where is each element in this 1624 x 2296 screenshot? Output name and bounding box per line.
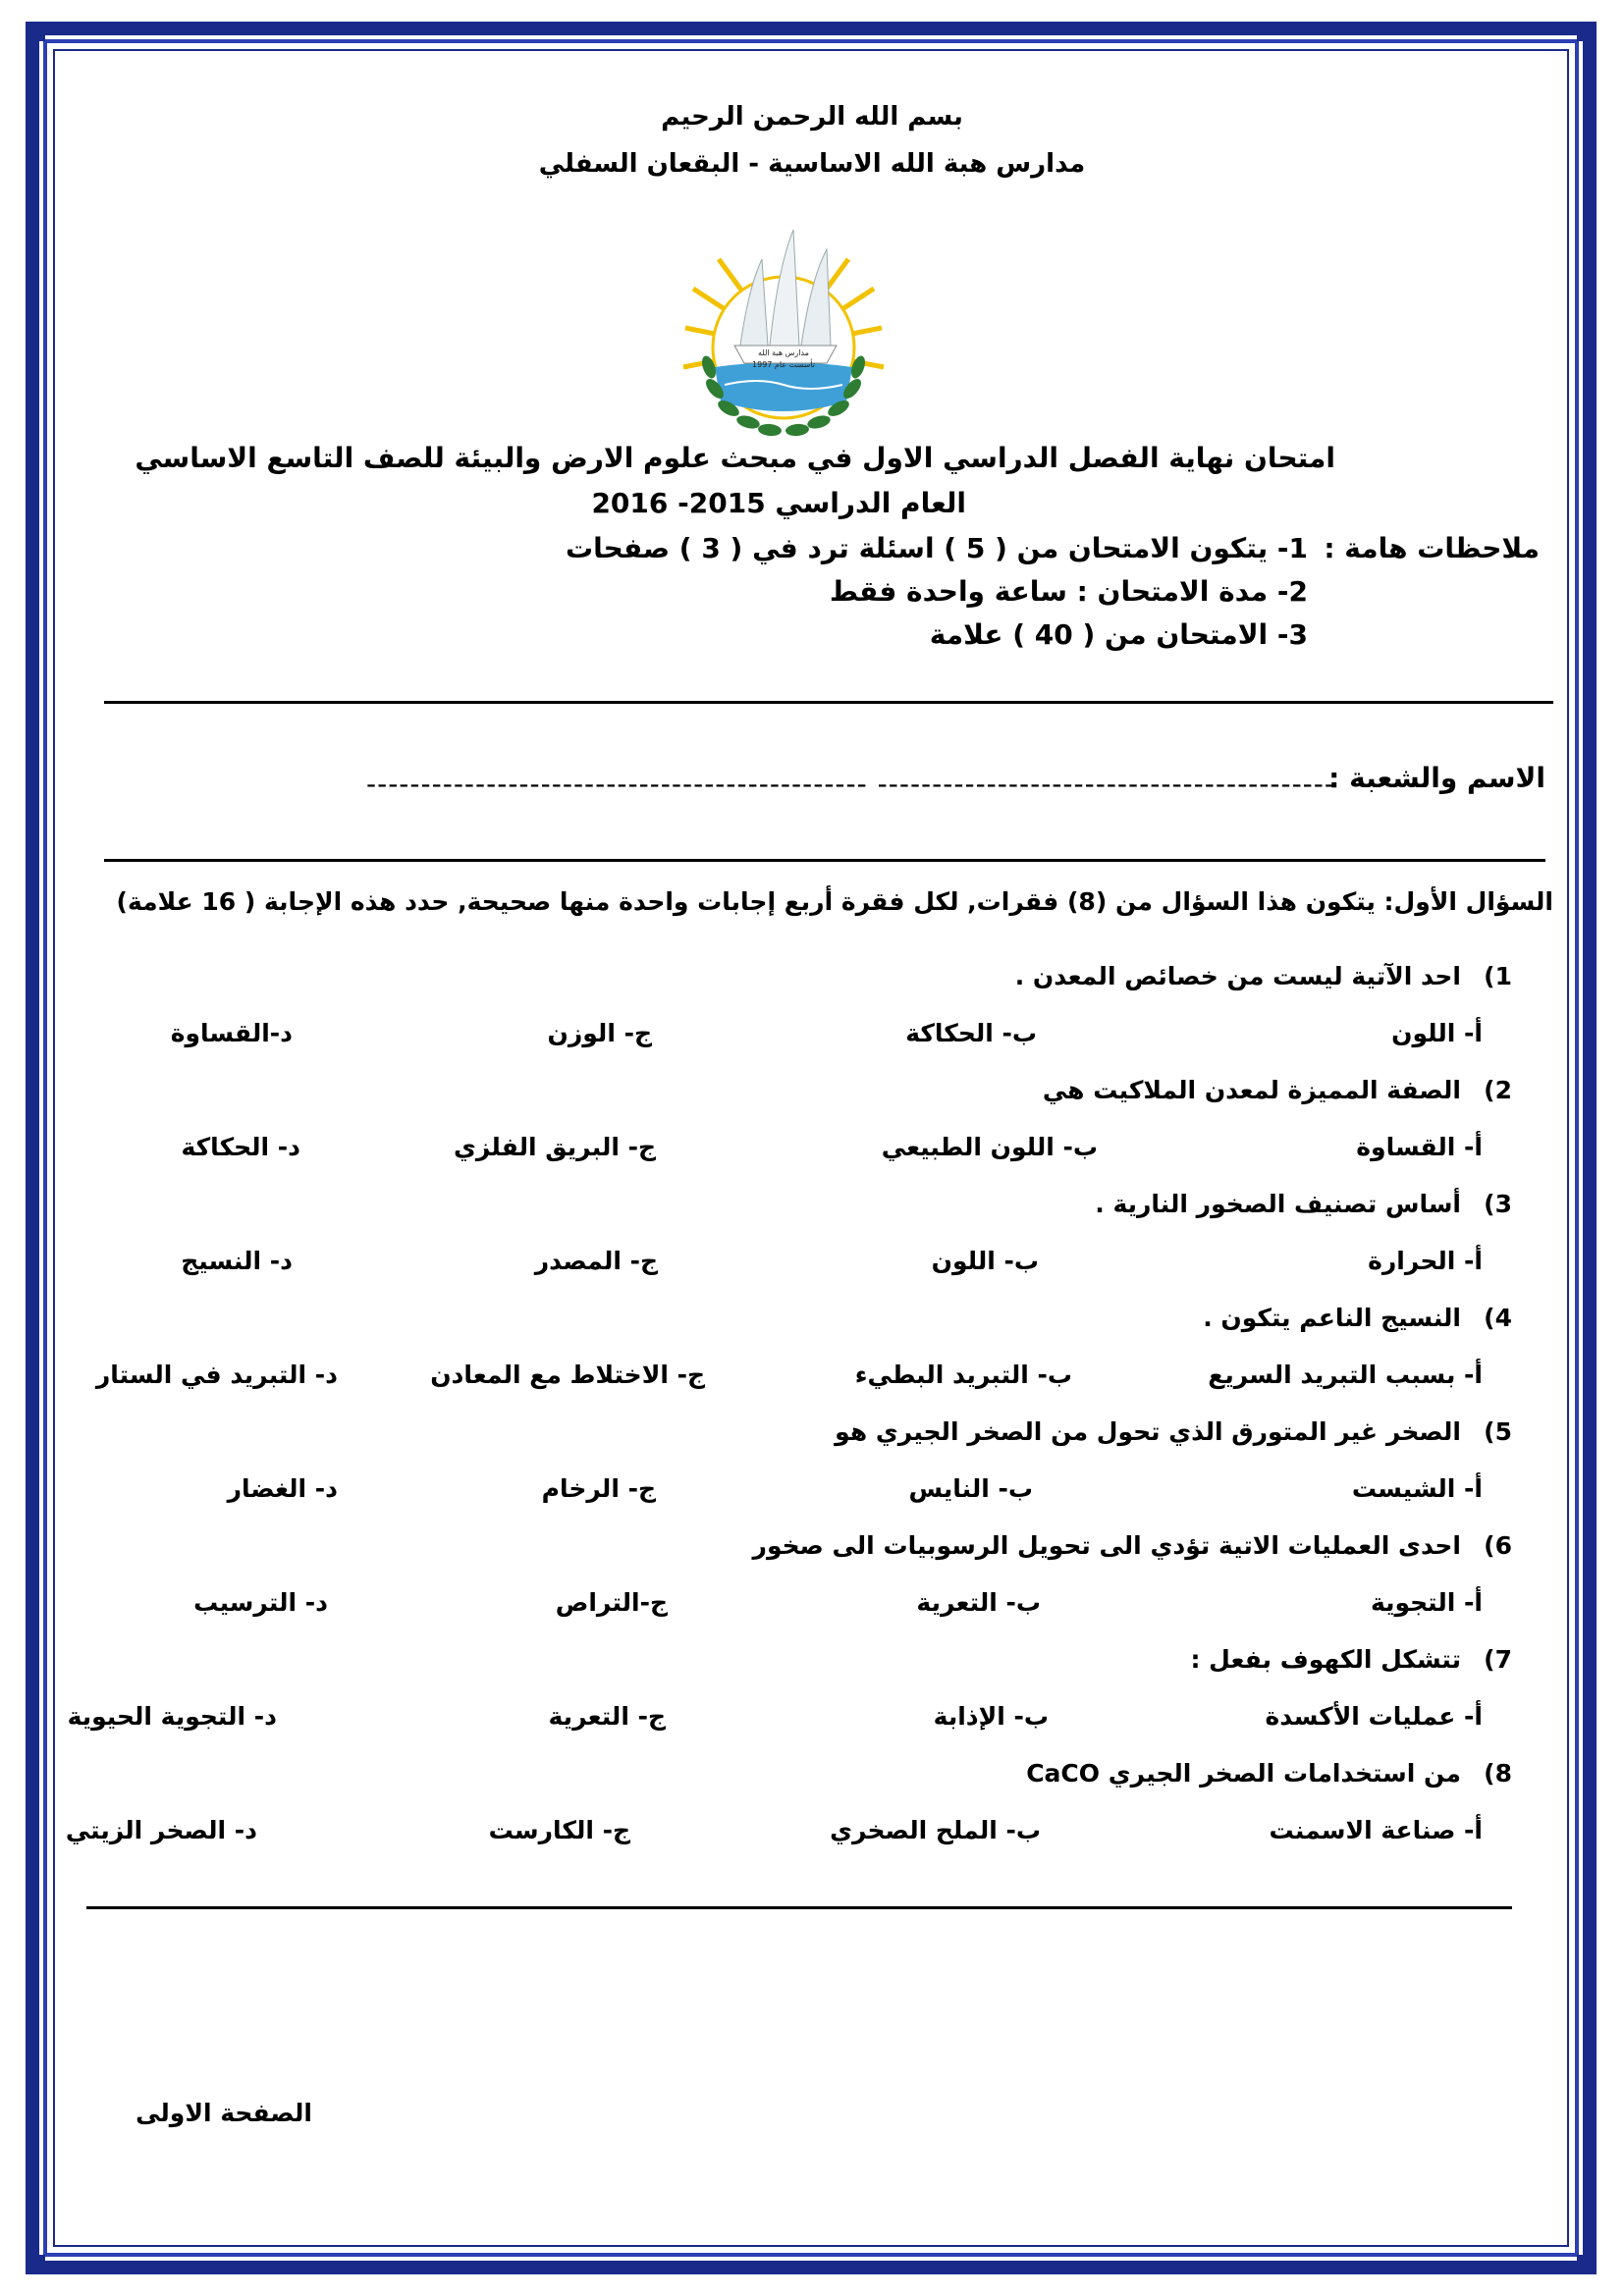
question-intro: السؤال الأول: يتكون هذا السؤال من (8) فقرات, لكل فقرة أربع إجابات واحدة منها صحيحة, حدد هذه الإجابة ( 16 علامة) [116,887,1553,916]
option-b[interactable]: ب- النايس [908,1474,1033,1503]
note-item: 3- الامتحان من ( 40 ) علامة [929,618,1308,651]
item-text: أساس تصنيف الصخور النارية . [1095,1190,1461,1218]
option-d[interactable]: د- النسيج [181,1247,293,1275]
item-text: الصفة المميزة لمعدن الملاكيت هي [1042,1076,1461,1104]
divider [104,701,1553,704]
school-logo [679,220,888,446]
border-corner [27,24,45,41]
option-c[interactable]: ج- الكارست [488,1816,630,1844]
option-d[interactable]: د- الحكاكة [181,1133,300,1161]
school-name: مدارس هبة الله الاساسية - البقعان السفلي [538,149,1086,179]
option-c[interactable]: ج- المصدر [534,1247,658,1275]
divider [86,1906,1512,1909]
option-c[interactable]: ج- الاختلاط مع المعادن [430,1361,705,1389]
option-c[interactable]: ج- الرخام [541,1474,656,1503]
option-a[interactable]: أ- اللون [1391,1019,1483,1047]
item-text: من استخدامات الصخر الجيري CaCO [1026,1759,1461,1788]
option-c[interactable]: ج- التعرية [548,1702,666,1731]
note-item: 2- مدة الامتحان : ساعة واحدة فقط [829,575,1308,608]
item-text: تتشكل الكهوف بفعل : [1190,1645,1461,1674]
option-b[interactable]: ب- الملح الصخري [830,1816,1041,1844]
item-text: احدى العمليات الاتية تؤدي الى تحويل الرسوبيات الى صخور [752,1531,1461,1560]
item-number: 2) [1484,1076,1512,1104]
item-number: 5) [1484,1417,1512,1446]
option-b[interactable]: ب- اللون [931,1247,1039,1275]
option-a[interactable]: أ- القساوة [1356,1133,1483,1161]
note-item: 1- يتكون الامتحان من ( 5 ) اسئلة ترد في ( 3 ) صفحات [565,532,1308,564]
item-number: 3) [1484,1190,1512,1218]
border-corner [27,2255,45,2272]
border-corner [1577,2255,1595,2272]
item-text: الصخر غير المتورق الذي تحول من الصخر الجيري هو [835,1417,1461,1446]
item-number: 4) [1484,1304,1512,1332]
option-c[interactable]: ج- الوزن [547,1019,652,1047]
divider [104,859,1545,862]
item-number: 1) [1484,962,1512,990]
option-c[interactable]: ج- البريق الفلزي [453,1133,656,1161]
name-field-label: الاسم والشعبة : [1328,762,1545,794]
option-d[interactable]: د- الغضار [227,1474,338,1503]
option-c[interactable]: ج-التراص [555,1588,668,1617]
name-field-blank[interactable]: ------------------------------------------ ---------------------------------------------- [365,768,1335,800]
option-d[interactable]: د- التجوية الحيوية [67,1702,277,1731]
item-text: النسيج الناعم يتكون . [1203,1304,1461,1332]
option-a[interactable]: أ- الحرارة [1368,1247,1483,1275]
item-number: 6) [1484,1531,1512,1560]
option-a[interactable]: أ- الشيست [1351,1474,1483,1503]
option-a[interactable]: أ- عمليات الأكسدة [1265,1702,1483,1731]
border-corner [1577,24,1595,41]
option-b[interactable]: ب- اللون الطبيعي [881,1133,1098,1161]
option-a[interactable]: أ- التجوية [1370,1588,1483,1617]
option-a[interactable]: أ- بسبب التبريد السريع [1208,1361,1483,1389]
option-d[interactable]: د- التبريد في الستار [95,1361,338,1389]
svg-text:تأسست عام 1997: تأسست عام 1997 [752,360,815,369]
notes-label: ملاحظات هامة : [1324,532,1540,564]
option-a[interactable]: أ- صناعة الاسمنت [1269,1816,1483,1844]
svg-text:مدارس هبة الله: مدارس هبة الله [758,348,809,357]
option-d[interactable]: د-القساوة [170,1019,293,1047]
option-d[interactable]: د- الصخر الزيتي [65,1816,257,1844]
academic-year: العام الدراسي 2015- 2016 [591,487,966,519]
option-b[interactable]: ب- الإذابة [933,1702,1049,1731]
page-number-label: الصفحة الاولى [135,2099,312,2127]
item-number: 7) [1484,1645,1512,1674]
item-number: 8) [1484,1759,1512,1788]
exam-title: امتحان نهاية الفصل الدراسي الاول في مبحث علوم الارض والبيئة للصف التاسع الاساسي [135,442,1335,474]
option-b[interactable]: ب- التعرية [916,1588,1041,1617]
option-b[interactable]: ب- الحكاكة [905,1019,1037,1047]
option-b[interactable]: ب- التبريد البطيء [854,1361,1072,1389]
option-d[interactable]: د- الترسيب [193,1588,328,1617]
item-text: احد الآتية ليست من خصائص المعدن . [1014,962,1461,990]
basmala: بسم الله الرحمن الرحيم [661,102,963,132]
